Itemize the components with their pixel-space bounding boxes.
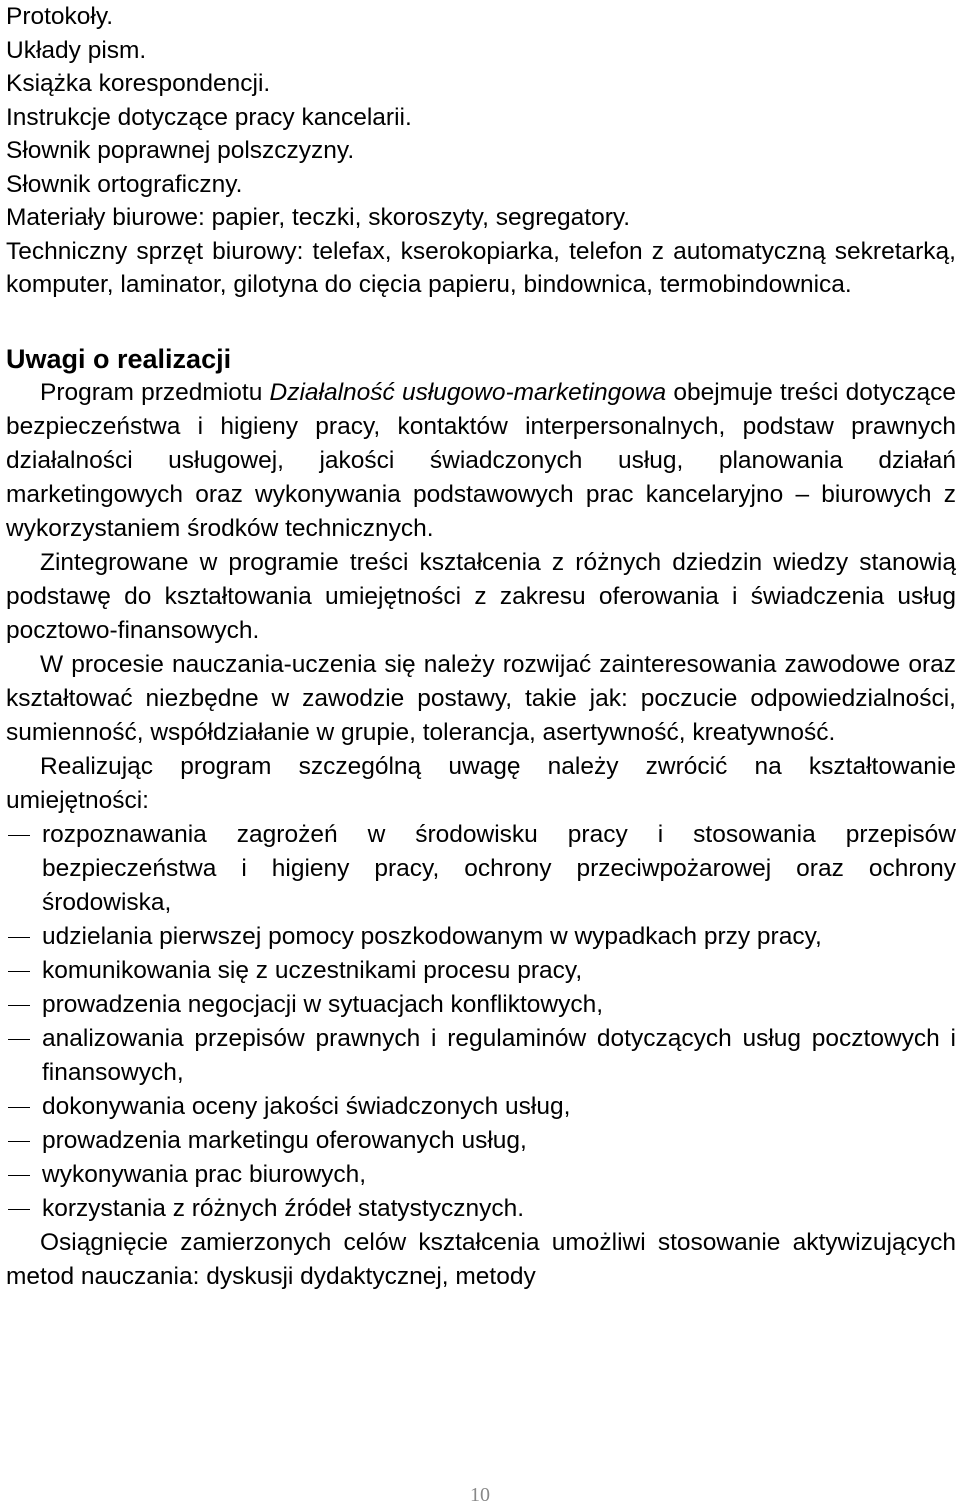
subject-title: Działalność usługowo-marketingowa xyxy=(269,378,667,406)
skill-text: prowadzenia negocjacji w sytuacjach konfliktowych, xyxy=(42,990,604,1018)
skill-item xyxy=(6,920,956,954)
skill-item xyxy=(6,954,956,988)
skill-item xyxy=(6,1022,956,1090)
skill-text: dokonywania oceny jakości świadczonych usług, xyxy=(42,1092,571,1120)
skill-item xyxy=(6,818,956,920)
paragraph-integrated-content: Zintegrowane w programie treści kształcenia z różnych dziedzin wiedzy stanowią podstawę do kształtowania umiejętności z zakresu oferowania i świadczenia usług pocztowo-finansowych. xyxy=(6,548,956,644)
section-heading: Uwagi o realizacji xyxy=(6,343,232,374)
list-item: Protokoły. xyxy=(6,3,114,30)
paragraph-text: obejmuje treści dotyczące bezpieczeństwa i higieny pracy, kontaktów interpersonalnych, podstaw prawnych działalności usługowej, jakości świadczonych usług, planowania działań marketingowych oraz wykonywania podstawowych prac kancelaryjno – biurowych z wykorzystaniem środków technicznych. xyxy=(6,378,956,542)
skill-item xyxy=(6,1158,956,1192)
paragraph-skills-intro: Realizując program szczególną uwagę należy zwrócić na kształtowanie umiejętności: xyxy=(6,752,956,814)
list-item: Instrukcje dotyczące pracy kancelarii. xyxy=(6,103,412,131)
skill-text: prowadzenia marketingu oferowanych usług, xyxy=(42,1126,527,1154)
page-number: 10 xyxy=(470,1484,490,1506)
paragraph-program xyxy=(6,376,956,546)
list-item: Książka korespondencji. xyxy=(6,70,271,97)
paragraph-teaching-process: W procesie nauczania-uczenia się należy rozwijać zainteresowania zawodowe oraz kształtować niezbędne w zawodzie postawy, takie jak: poczucie odpowiedzialności, sumienność, współdziałanie w grupie, tolerancja, asertywność, kreatywność. xyxy=(6,650,956,746)
skill-item xyxy=(6,1192,956,1226)
skill-item xyxy=(6,988,956,1022)
skill-text: udzielania pierwszej pomocy poszkodowanym w wypadkach przy pracy, xyxy=(42,922,822,950)
skills-list xyxy=(6,818,956,1226)
list-item: Słownik ortograficzny. xyxy=(6,170,243,198)
skill-text: komunikowania się z uczestnikami procesu pracy, xyxy=(42,956,583,984)
skill-text: wykonywania prac biurowych, xyxy=(42,1160,367,1188)
teaching-aids-list xyxy=(6,0,956,302)
paragraph-methods: Osiągnięcie zamierzonych celów kształcenia umożliwi stosowanie aktywizujących metod nauczania: dyskusji dydaktycznej, metody xyxy=(6,1228,956,1290)
skill-text: korzystania z różnych źródeł statystycznych. xyxy=(42,1194,525,1222)
list-item: Słownik poprawnej polszczyzny. xyxy=(6,137,355,164)
skill-text: rozpoznawania zagrożeń w środowisku pracy i stosowania przepisów bezpieczeństwa i higieny pracy, ochrony przeciwpożarowej oraz ochrony środowiska, xyxy=(42,820,956,916)
skill-text: analizowania przepisów prawnych i regulaminów dotyczących usług pocztowych i finansowych, xyxy=(42,1024,956,1086)
list-item: Techniczny sprzęt biurowy: telefax, kserokopiarka, telefon z automatyczną sekretarką, komputer, laminator, gilotyna do cięcia papieru, bindownica, termobindownica. xyxy=(6,237,956,298)
list-item: Układy pism. xyxy=(6,36,147,64)
list-item: Materiały biurowe: papier, teczki, skoroszyty, segregatory. xyxy=(6,204,631,231)
paragraph-text: Program przedmiotu xyxy=(40,378,270,406)
document-page xyxy=(6,0,956,1294)
skill-item xyxy=(6,1124,956,1158)
skill-item xyxy=(6,1090,956,1124)
